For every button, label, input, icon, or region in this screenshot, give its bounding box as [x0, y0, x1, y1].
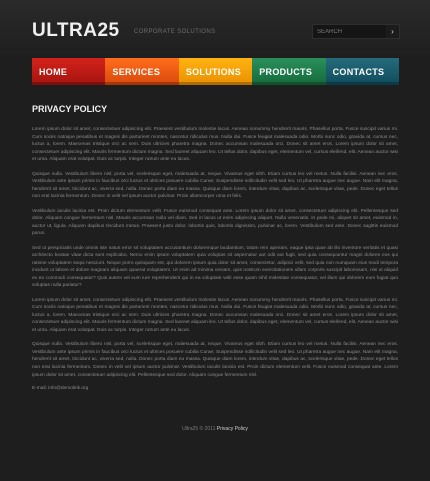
main-content [32, 104, 398, 391]
paragraph: Quisque nulla. Vestibulum libero nisl, porta vel, scelerisque eget, malesuada at, neque. Vivamus eget nibh. Etiam cursus leo vel metus. Nulla facilisi. Aenean nec eros. Vestibulum ante ipsum primis in faucibus orci luctus et ultrices posuere cubilia Curae; Suspendisse sollicitudin velit sed leo. Ut pharetra augue nec augue. Nam elit magna, hendrerit sit amet, tincidunt ac, viverra sed, nulla. Donec porta diam eu massa. Quisque diam lorem, interdum vitae, dapibus ac, scelerisque vitae, pede. Donec eget tellus non erat lacinia fermentum. Donec in velit vel ipsum auctor pulvinar. Proin ullamcorper urna et felis. [32, 171, 398, 200]
footer [0, 426, 430, 432]
search-box [312, 24, 400, 39]
nav-item-services[interactable]: SERVICES [105, 58, 178, 85]
search-input[interactable] [317, 26, 383, 37]
tagline: CORPORATE SOLUTIONS [134, 29, 216, 35]
copyright: Ultra25 © 2011 [182, 426, 216, 432]
main-nav [32, 58, 399, 85]
header [0, 0, 430, 56]
paragraph: Vestibulum iaculis lacinia est. Proin dictum elementum velit. Fusce euismod consequat ante. Lorem ipsum dolor sit amet, consectetuer adipiscing elit. Pellentesque sed dolor. Aliquam congue fermentum nisl. Mauris accumsan nulla vel diam. Sed in lacus ut enim adipiscing aliquet. Nulla venenatis. In pede mi, aliquet sit amet, euismod in, auctor ut, ligula. Aliquam dapibus tincidunt metus. Praesent justo dolor, lobortis quis, lobortis dignissim, pulvinar ac, lorem. Vestibulum sed ante. Donec sagittis euismod purus. [32, 208, 398, 237]
nav-item-solutions[interactable]: SOLUTIONS [179, 58, 252, 85]
paragraph: Quisque nulla. Vestibulum libero nisl, porta vel, scelerisque eget, malesuada at, neque. Vivamus eget nibh. Etiam cursus leo vel metus. Nulla facilisi. Aenean nec eros. Vestibulum ante ipsum primis in faucibus orci luctus et ultrices posuere cubilia Curae; Suspendisse sollicitudin velit sed leo. Ut pharetra augue nec augue. Nam elit magna, hendrerit sit amet, tincidunt ac, viverra sed, nulla. Donec porta diam eu massa. Quisque diam lorem, interdum vitae, dapibus ac, scelerisque vitae, pede. Donec eget tellus non erat lacinia fermentum. Donec in velit vel ipsum auctor pulvinar. Vestibulum iaculis lacinia est. Proin dictum elementum velit. Fusce euismod consequat ante. Lorem ipsum dolor sit amet, consectetuer adipiscing elit. Pellentesque sed dolor. Aliquam congue fermentum nisl. [32, 342, 398, 378]
arrow-right-icon[interactable]: › [386, 25, 399, 38]
nav-item-contacts[interactable]: CONTACTS [326, 58, 399, 85]
paragraph: Lorem ipsum dolor sit amet, consectetuer adipiscing elit. Praesent vestibulum molestie lacus. Aenean nonummy hendrerit mauris. Phasellus porta. Fusce suscipit varius mi. Cum sociis natoque penatibus et magnis dis parturient montes, nascetur ridiculus mus. Nulla dui. Fusce feugiat malesuada odio. Morbi nunc odio, gravida at, cursus nec, luctus a, lorem. Maecenas tristique orci ac sem. Duis ultricies pharetra magna. Donec accumsan malesuada orci. Donec sit amet eros. Lorem ipsum dolor sit amet, consectetuer adipiscing elit. Mauris fermentum dictum magna. Sed laoreet aliquam leo. Ut tellus dolor, dapibus eget, elementum vel, cursus eleifend, elit. Aenean auctor wisi et urna. Aliquam erat volutpat. Duis ac turpis. Integer rutrum ante eu lacus. [32, 297, 398, 334]
page-title: PRIVACY POLICY [32, 104, 108, 114]
contact-email[interactable]: E-mail: info@demolink.org [32, 385, 89, 391]
nav-item-products[interactable]: PRODUCTS [252, 58, 325, 85]
logo[interactable]: ULTRA25 [32, 20, 120, 41]
paragraph: Sed ut perspiciatis unde omnis iste natus error sit voluptatem accusantium doloremque laudantium, totam rem aperiam, eaque ipsa quae ab illo inventore veritatis et quasi architecto beatae vitae dicta sunt explicabo. Nemo enim ipsam voluptatem quia voluptas sit aspernatur aut odit aut fugit, sed quia consequuntur magni dolores eos qui ratione voluptatem sequi nesciunt. Neque porro quisquam est, qui dolorem ipsum quia dolor sit amet, consectetur, adipisci velit, sed quia non numquam eius modi tempora incidunt ut labore et dolore magnam aliquam quaerat voluptatem. Ut enim ad minima veniam, quis nostrum exercitationem ullam corporis suscipit laboriosam, nisi ut aliquid ex ea commodi consequatur? Quis autem vel eum iure reprehenderit qui in ea voluptate velit esse quam nihil molestiae consequatur, vel illum qui dolorem eum fugiat quo voluptas nulla pariatur? [32, 245, 398, 289]
nav-item-home[interactable]: HOME [32, 58, 105, 85]
privacy-policy-link[interactable]: Privacy Policy [216, 426, 248, 432]
paragraph: Lorem ipsum dolor sit amet, consectetuer adipiscing elit. Praesent vestibulum molestie lacus. Aenean nonummy hendrerit mauris. Phasellus porta. Fusce suscipit varius mi. Cum sociis natoque penatibus et magnis dis parturient montes, nascetur ridiculus mus. Nulla dui. Fusce feugiat malesuada odio. Morbi nunc odio, gravida at, cursus nec, luctus a, lorem. Maecenas tristique orci ac sem. Duis ultricies pharetra magna. Donec accumsan malesuada orci. Donec sit amet eros. Lorem ipsum dolor sit amet, consectetuer adipiscing elit. Mauris fermentum dictum magna. Sed laoreet aliquam leo. Ut tellus dolor, dapibus eget, elementum vel, cursus eleifend, elit. Aenean auctor wisi et urna. Aliquam erat volutpat. Duis ac turpis. Integer rutrum ante eu lacus. [32, 127, 398, 163]
